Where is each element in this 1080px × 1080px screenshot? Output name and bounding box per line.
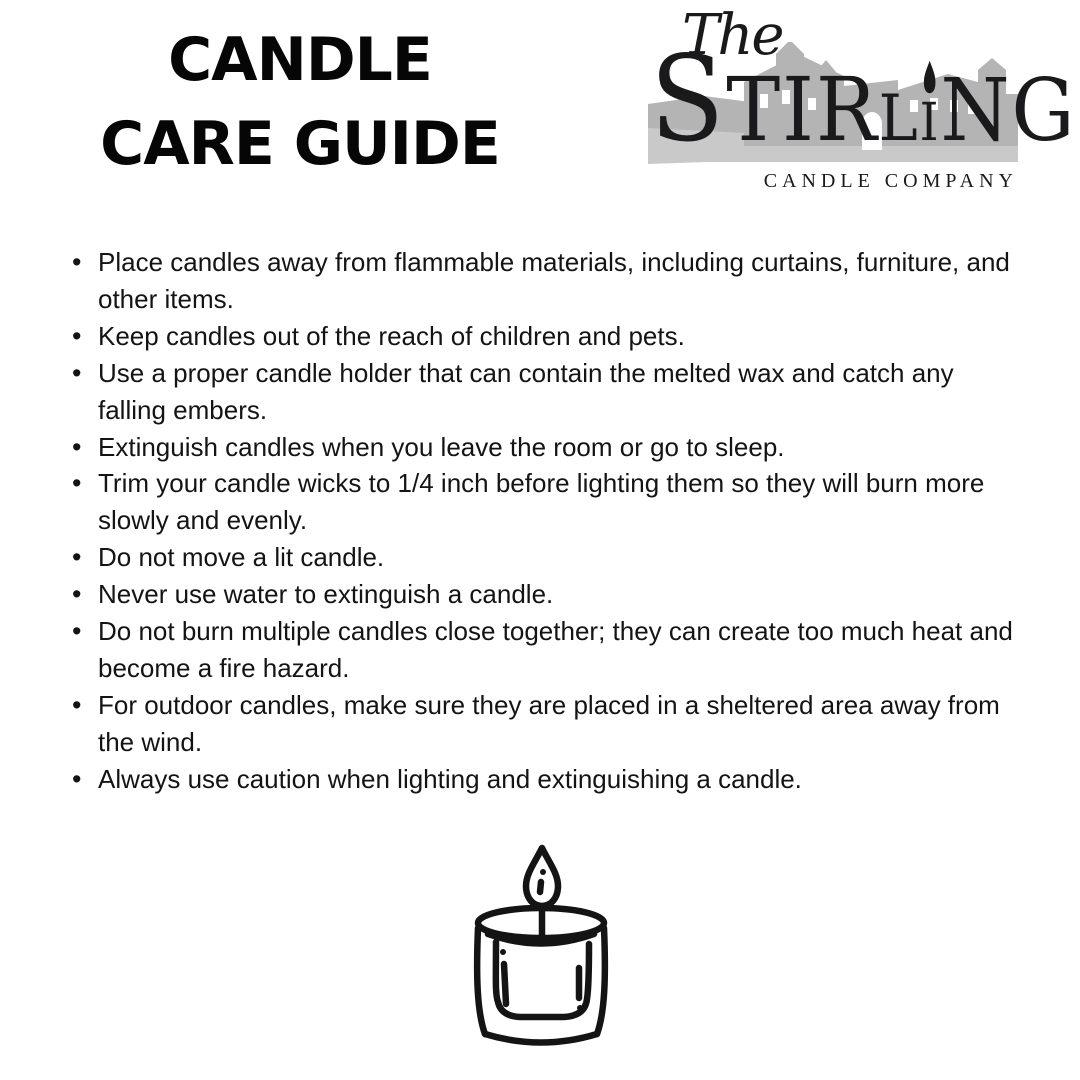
candle-illustration	[452, 836, 632, 1066]
list-item: • Place candles away from flammable materials, including curtains, furniture, and other items.	[70, 244, 1022, 318]
logo-letter-l: L	[878, 82, 920, 156]
list-item: • Never use water to extinguish a candle.	[70, 576, 1022, 613]
care-tips-list	[70, 244, 1022, 798]
logo-letter-s: S	[650, 30, 727, 168]
logo-company-text: CANDLE COMPANY	[763, 170, 1018, 192]
logo-letter-i	[919, 93, 941, 153]
list-item: • Keep candles out of the reach of children and pets.	[70, 318, 1022, 355]
logo-the-text: The	[682, 3, 783, 68]
page-title-line1: CANDLE	[168, 25, 432, 95]
brand-logo	[648, 3, 1077, 202]
candle-flame-icon	[922, 58, 939, 96]
list-item: • Trim your candle wicks to 1/4 inch before lighting them so they will burn more slowly and evenly.	[70, 465, 1022, 539]
page-title	[80, 18, 520, 186]
logo-letters-tir: TIR	[726, 58, 879, 161]
list-item: • Use a proper candle holder that can contain the melted wax and catch any falling embers.	[70, 355, 1022, 429]
list-item: • Always use caution when lighting and extinguishing a candle.	[70, 761, 1022, 798]
page-title-line2: CARE GUIDE	[100, 109, 500, 179]
logo-letters-ng: NG	[940, 61, 1077, 161]
logo-letter-i-glyph: I	[919, 93, 941, 153]
list-item: • Do not burn multiple candles close together; they can create too much heat and become a fire hazard.	[70, 613, 1022, 687]
list-item: • For outdoor candles, make sure they are placed in a sheltered area away from the wind.	[70, 687, 1022, 761]
list-item: • Do not move a lit candle.	[70, 539, 1022, 576]
list-item: • Extinguish candles when you leave the room or go to sleep.	[70, 429, 1022, 466]
